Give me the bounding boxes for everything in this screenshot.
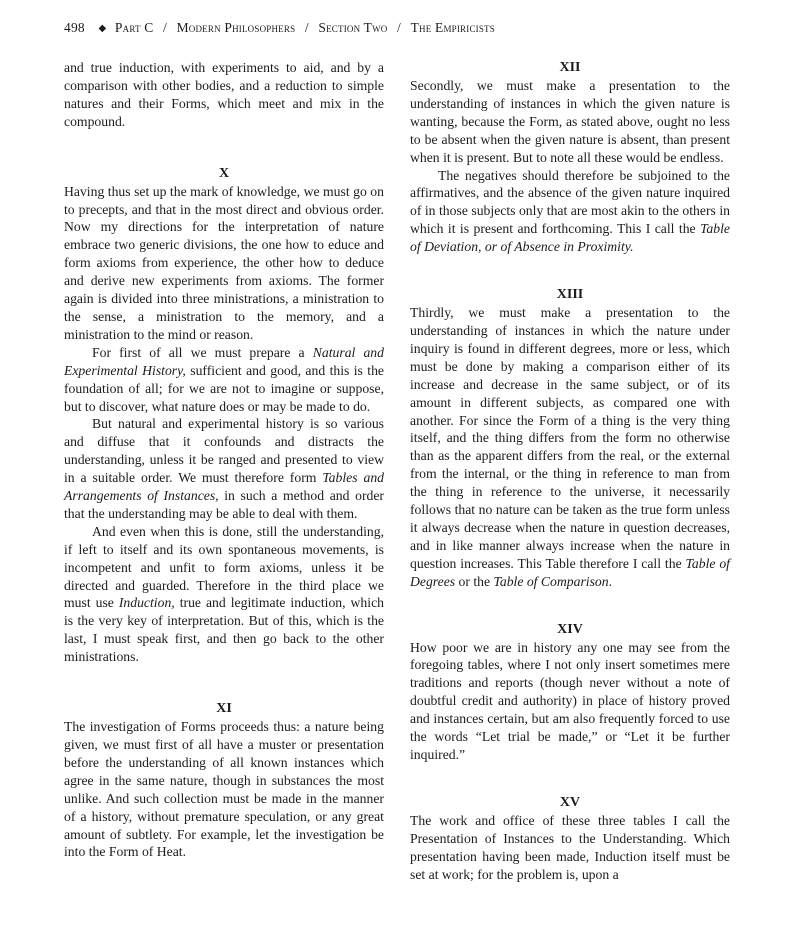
paragraph: Having thus set up the mark of knowledge, we must go on to precepts, and that in the most direct and obvious order. Now my directions for the interpretation of nature embrace two generic divisions, the one how to educe and form axioms from experience, the other how to deduce and derive new experiments from axioms. The former again is divided into three ministrations, a ministration to the sense, a ministration to the memory, and a ministration to the mind or reason. [64, 183, 384, 342]
section-heading-xv: XV [559, 794, 581, 810]
paragraph: The negatives should therefore be subjoined to the affirmatives, and the absence of the given nature inquired of in those subjects only that are most akin to the others in which it is present and forthcoming. This I call the Table of Deviation, or of Absence in Proximity. [410, 167, 730, 255]
header-part: Part C [114, 20, 154, 35]
paragraph: The investigation of Forms proceeds thus: a nature being given, we must first of all have a muster or presentation before the understanding of all known instances which agree in the same nature, though in substances the most unlike. And such collection must be made in the manner of a history, without premature speculation, or any great amount of subtlety. For example, let the investigation be into the Form of Heat. [64, 719, 384, 860]
page-number: 498 [64, 20, 85, 35]
running-header [64, 20, 495, 36]
section-heading-xi: XI [216, 701, 232, 717]
header-separator: / [304, 20, 309, 35]
paragraph: And even when this is done, still the understanding, if left to itself and its own spontaneous movements, is incompetent and unfit to form axioms, unless it be directed and guarded. Therefore in the third place we must use Induction, true and legitimate induction, which is the very key of interpretation. But of this, which is the last, I must speak first, and then go back to the other ministrations. [64, 523, 384, 665]
paragraph: Thirdly, we must make a presentation to the understanding of instances in which the nature under inquiry is found in different degrees, more or less, which must be done by making a comparison either of its increase and decrease in the same subject, or of its amount in different subjects, as compared one with another. For since the Form of a thing is the very thing itself, and the thing differs from the form no otherwise than as the apparent differs from the real, or the external from the internal, or the thing in reference to man from the thing in reference to the universe, it necessarily follows that no nature can be taken as the true form unless it always decrease when the nature in question decreases, and in like manner always increase when the nature in question increases. This Table therefore I call the Table of Degrees or the Table of Comparison. [410, 305, 730, 589]
paragraph: Secondly, we must make a presentation to the understanding of instances in which the given nature is wanting, because the Form, as stated above, ought no less to be absent when the given nature is absent, than present when it is present. But to note all these would be endless. [410, 78, 730, 165]
header-separator: / [163, 20, 167, 35]
section-heading-xiii: XIII [556, 287, 584, 303]
header-part-title: Modern Philosophers [176, 20, 296, 35]
left-column [64, 59, 384, 861]
paragraph: How poor we are in history any one may see from the foregoing tables, where I not only insert sometimes mere traditions and reports (though never without a note of doubtful credit and authority) in place of history proved and instances certain, but am also frequently forced to use the words “Let trial be made,” or “Let it be further inquired.” [410, 639, 730, 762]
bullet-icon: ◆ [98, 23, 107, 34]
section-heading-x: X [218, 165, 230, 181]
header-section: Section Two [318, 20, 388, 35]
section-heading-xii: XII [559, 60, 581, 75]
right-column [410, 59, 730, 884]
header-section-title: The Empiricists [410, 20, 495, 35]
section-heading-xiv: XIV [557, 621, 583, 637]
continuation-paragraph: and true induction, with experiments to aid, and by a comparison with other bodies, and a reduction to simple natures and their Forms, which meet and mix in the compound. [64, 60, 384, 129]
paragraph: For first of all we must prepare a Natural and Experimental History, sufficient and good, and this is the foundation of all; for we are not to imagine or suppose, but to discover, what nature does or may be made to do. [64, 344, 384, 414]
header-separator: / [397, 20, 401, 35]
paragraph: But natural and experimental history is so various and diffuse that it confounds and distracts the understanding, unless it be ranged and presented to view in a suitable order. We must therefore form Tables and Arrangements of Instances, in such a method and order that the understanding may be able to deal with them. [64, 416, 385, 521]
paragraph: The work and office of these three tables I call the Presentation of Instances to the Understanding. Which presentation having been made, Induction itself must be set at work; for the problem is, upon a [410, 812, 730, 882]
